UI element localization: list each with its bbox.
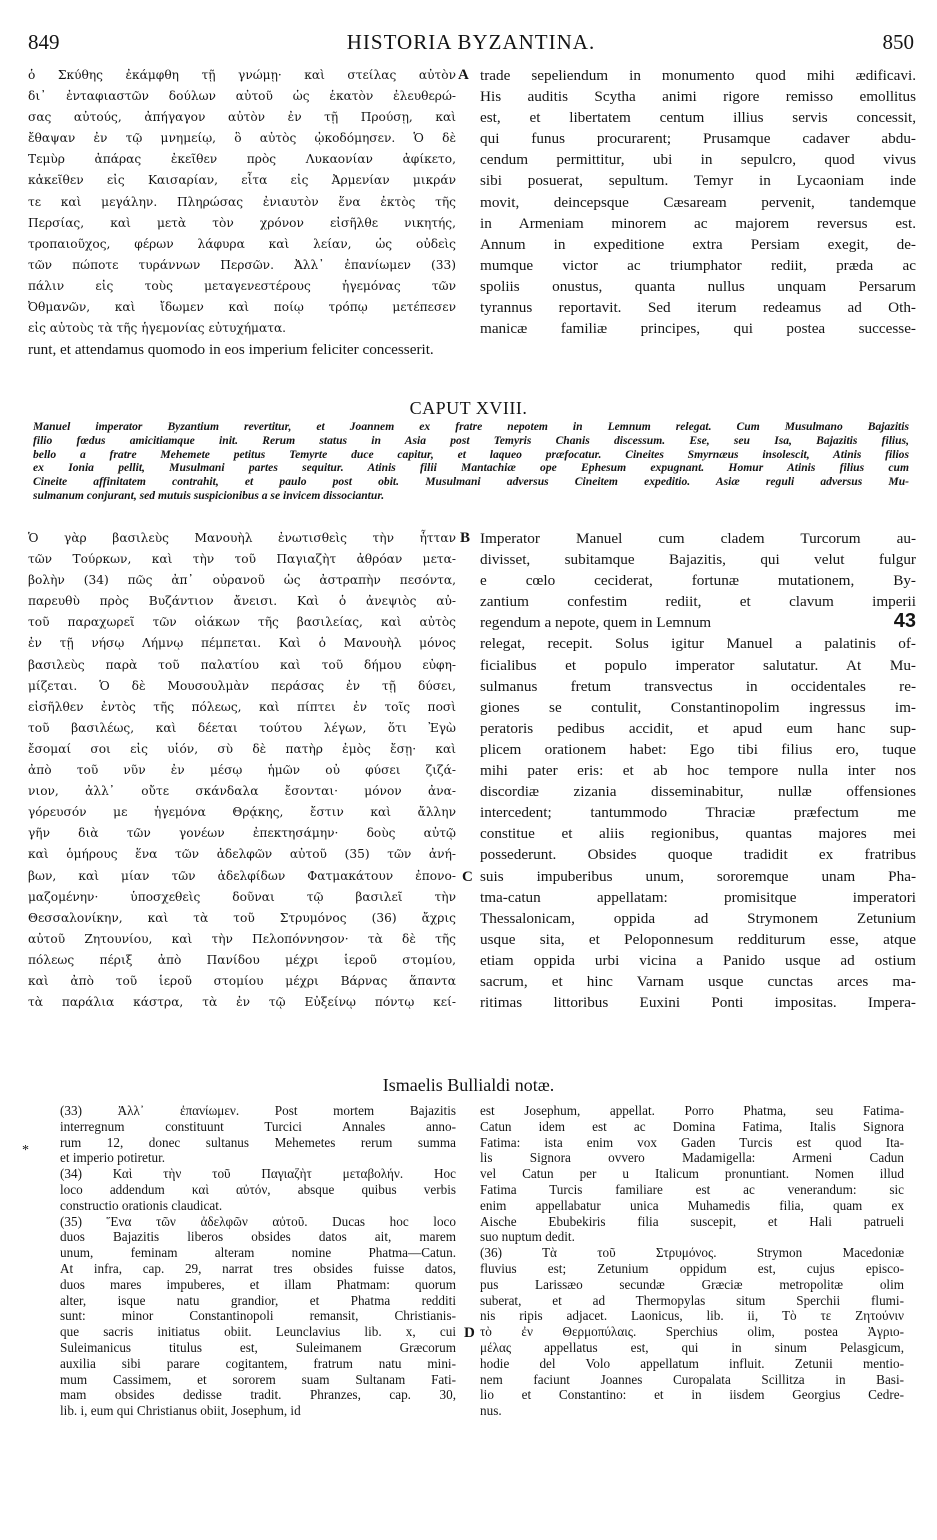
greek-text-line: πάλιν εἰς τοὺς μεταγενεστέρους ἡγεμόνας τῶν	[28, 278, 456, 293]
notes-right-column	[480, 1103, 904, 1419]
greek-text-line: τροπαιοῦχος, φέρων λάφυρα καὶ λείαν, ὡς οὐδεὶς	[28, 236, 456, 251]
latin-text-line: sacrum, et hinc Varnam usque cunctas arces ma-	[480, 972, 916, 990]
greek-text-line: καὶ ἀπὸ τοῦ ἱεροῦ στομίου μέχρι Βάρνας ἅπαντα	[28, 973, 456, 988]
latin-text-line: constitue et aliis regionibus, quantas majores mei	[480, 825, 916, 843]
greek-text-line: σας αὐτούς, ἀπήγαγον αὐτὸν ἐν τῇ Προύσῃ, καὶ	[28, 110, 456, 125]
latin-text-line: mihi pater eris: et ab hoc tempore nulla inter nos	[480, 762, 916, 780]
latin-text-line: e cœlo ceciderat, fortunæ mutationem, By-	[480, 572, 916, 590]
greek-text-line: Ὁ γὰρ βασιλεὺς Μανουὴλ ἐνωτισθεὶς τὴν ἧτταν	[28, 531, 456, 545]
latin-text-line: sibi posuerat, sepultum. Temyr in Lycaoniam inde	[480, 172, 916, 190]
latin-text-line: discordiæ zizania disseminabitur, nullæ offensiones	[480, 783, 916, 801]
greek-text-line: γόρευσόν με ἡγεμόνα Θρᾴκης, ἔστιν καὶ ἄλλην	[28, 805, 456, 820]
latin-text-line: usque sita, et Peloponnesum redditurum esse, atque	[480, 930, 916, 948]
greek-text-line: καὶ ὁμήρους ἕνα τῶν ἀδελφῶν αὐτοῦ (35) τῶν ἀνή-	[28, 847, 456, 862]
latin-text-line: cendum permittitur, ubi in sepulcro, quod vivus	[480, 151, 916, 169]
note-line: Catun idem est ac Domina Fatima, Italis Signora	[480, 1118, 904, 1134]
page-number-right: 850	[882, 30, 914, 54]
summary-line: bello a fratre Mehemete petitus Temyrte duce capitur, et laqueo præfocatur. Cineites Smyrnæus insolescit, Atinis filios	[33, 447, 909, 461]
greek-text-line: τοῦ παραχωρεῖ τῶν οἰάκων τῆς βασιλείας, καὶ αὐτὸς	[28, 615, 456, 630]
latin-text-line: qui funus procurarent; Prusamque cadaver abdu-	[480, 130, 916, 148]
note-line: et imperio potiretur.	[60, 1150, 166, 1166]
latin-text-line: Thessalonicam, oppida ad Strymonem Zetunium	[480, 909, 916, 927]
latin-text-line: tyrannus reportavit. Sed iterum redeamus ad Oth-	[480, 299, 916, 317]
note-line: Suleimanicus titulus est, Suleimanem Græcorum	[60, 1339, 456, 1355]
note-line: lio et Constantino: et in iisdem Georgius Cedre-	[480, 1387, 904, 1403]
notes-title: Ismaelis Bullialdi notæ.	[382, 1075, 555, 1095]
note-line: pus Larissæo secundæ Græciæ metropolitæ olim	[480, 1276, 904, 1292]
greek-text-line: νιον, ἀλλ᾽ οὔτε σκάνδαλα ἔσονται· μόνον ἀνα-	[28, 784, 456, 799]
greek-text-line: τοῦ βασιλέως, καὶ δέεται τούτου λέγων, ὅτι Ἐγὼ	[28, 720, 456, 735]
note-line: fluvius est; Zetunium oppidum est, cujus episco-	[480, 1260, 904, 1276]
latin-text-line: relegat, recepit. Solus igitur Manuel a palatinis of-	[480, 635, 916, 653]
top-latin-column	[480, 65, 916, 339]
greek-text-line: μίζεται. Ὁ δὲ Μουσουλμὰν περάσας ἐν τῇ δύσει,	[28, 678, 456, 693]
note-line: nis ripis adjacet. Laonicus, lib. ii, Τὸ τε Ζητούνιν	[480, 1308, 904, 1324]
note-line: lib. i, eum qui Christianus obiit, Josephum, id	[60, 1403, 301, 1419]
note-line: (33) Ἀλλ᾽ ἐπανίωμεν. Post mortem Bajazitis	[60, 1103, 456, 1118]
note-line: enim appellabatur unica Muhamedis filia, quam ex	[480, 1197, 904, 1213]
margin-marker-b: B	[460, 530, 471, 546]
note-line: alter, isque natu grandior, et Phatma redditi	[60, 1292, 456, 1308]
latin-text-line: suis impuberibus unum, sororemque unam Pha-	[480, 867, 916, 885]
greek-text-line: δι᾽ ἐνταφιαστῶν δούλων αὐτοῦ ὡς ἑκατὸν ἐλευθερώ-	[28, 89, 456, 104]
greek-text-line: βολὴν (34) πῶς ἀπ᾽ οὐρανοῦ ὡς ἀστραπὴν πεσόντα,	[28, 573, 456, 588]
greek-text-line: ἔθαψαν ἐν τῷ μνημείῳ, ὃ αὐτὸς ᾠκοδόμησεν. Ὁ δὲ	[28, 131, 456, 146]
greek-text-line: ἔσομαί σοι εἰς υἱόν, σὺ δὲ πατὴρ ἐμὸς ἔσῃ· καὶ	[28, 741, 456, 756]
greek-text-line: Ὀθμανῶν, καὶ ἴδωμεν καὶ ποίῳ τρόπῳ μετέπεσεν	[28, 300, 456, 315]
latin-text-line: est, et libertatem centum illius servis concessit,	[480, 109, 916, 127]
note-line: interregnum constituunt Turcici Annales anno-	[60, 1118, 456, 1134]
latin-text-line: tma-catun appellatam: promisitque imperatori	[480, 888, 916, 906]
note-line: τὸ ἐν Θερμοπύλαις. Sperchius olim, postea Ἀγριο-	[480, 1324, 904, 1340]
summary-line: Cineite affinitatem contrahit, et paulo post obit. Musulmani adversus Cineitem expeditio. Asiæ reguli adversus Mu-	[33, 475, 909, 489]
note-line: duos Bajazitis liberos obsides datos ait, marem	[60, 1229, 456, 1245]
note-line: nus.	[480, 1403, 502, 1419]
note-line: loco addendum καὶ αὐτόν, absque quibus verbis	[60, 1181, 456, 1197]
greek-text-line: βων, καὶ μίαν τῶν ἀδελφίδων Φατμακάτουν ἐπονο-	[28, 868, 456, 883]
summary-line: Manuel imperator Byzantium revertitur, et Joannem ex fratre nepotem in Lemnum relegat. Cum Musulmano Bajazitis	[33, 420, 909, 433]
greek-text-line: μαζομένην· ὑποσχεθεὶς δοῦναι τῷ βασιλεῖ τὴν	[28, 889, 456, 904]
margin-number: 43	[893, 612, 916, 633]
margin-marker-a: A	[458, 67, 469, 83]
greek-text-line: βασιλεὺς παρὰ τοῦ παλατίου καὶ τοῦ δήμου εὐφη-	[28, 657, 456, 672]
note-line: hodie del Volo appellatum influit. Zetunii mentio-	[480, 1355, 904, 1371]
middle-latin-column	[480, 528, 916, 1013]
note-line: nem faciunt Joannes Curopalata Scillitza in Basi-	[480, 1371, 904, 1387]
note-line: lis Signora ovvero Madamigella: Armeni Cadun	[480, 1150, 904, 1166]
latin-text-line: manicæ familiæ principes, qui postea successe-	[480, 320, 916, 338]
latin-text-line: ficialibus et populo imperator salutatur. At Mu-	[480, 656, 916, 674]
note-line: Fatima Turcis familiare est ac venerandum: sic	[480, 1181, 904, 1197]
note-line: duos mares impuberes, et illam Phatmam: quorum	[60, 1276, 456, 1292]
greek-text-line: παρευθὺ πρὸς Βυζάντιον ἄνεισι. Καὶ ὁ ἀνεψιὸς αὐ-	[28, 594, 456, 609]
latin-text-fragment: regendum a nepote, quem in Lemnum	[480, 614, 712, 632]
latin-text-line: divisset, subitamque Bajazitis, qui velut fulgur	[480, 551, 916, 569]
greek-text-line: τῶν πώποτε τυράννων Περσῶν. Ἀλλ᾽ ἐπανίωμεν (33)	[28, 257, 456, 272]
margin-marker-d: D	[464, 1325, 475, 1341]
greek-text-line: κἀκεῖθεν εἰς Καισαρίαν, εἶτα εἰς Ἀρμενίαν μικράν	[28, 173, 456, 188]
note-line: (35) Ἕνα τῶν ἀδελφῶν αὐτοῦ. Ducas hoc loco	[60, 1213, 456, 1229]
note-line: suberat, et ad Thermopylas situm Sperchii flumi-	[480, 1292, 904, 1308]
greek-text-line: ἐν τῇ νήσῳ Λήμνῳ πέμπεται. Καὶ ὁ Μανουὴλ μόνος	[28, 636, 456, 651]
latin-text-line: movit, deincepsque Cæsaream pervenit, tandemque	[480, 193, 916, 211]
latin-text-line: plicem orationem habet: Ego tibi filius ero, tuque	[480, 740, 916, 758]
greek-text-line: αὐτοῦ Ζητουνίου, καὶ τὴν Πελοπόννησον· τὰ δὲ τῆς	[28, 931, 456, 946]
chapter-summary	[33, 420, 909, 503]
note-line: (34) Καὶ τὴν τοῦ Παγιαζὴτ μεταβολήν. Hoc	[60, 1166, 456, 1182]
latin-text-line: peratoris pedibus accidit, et apud eum hanc sup-	[480, 719, 916, 737]
summary-line: filio fœdus amicitiamque init. Rerum status in Asia post Temyris Chanis discessum. Ese, seu Isa, Bajazitis filius,	[33, 433, 909, 447]
note-line: sunt: minor Constantinopoli remansit, Christianis-	[60, 1308, 456, 1324]
latin-text-line: trade sepeliendum in monumento quod mihi ædificavi.	[480, 67, 916, 84]
top-latin-full-line: runt, et attendamus quomodo in eos imperium feliciter concesserit.	[28, 341, 434, 358]
running-head	[28, 30, 914, 60]
margin-marker-c: C	[462, 869, 473, 885]
latin-text-line: in Armeniam minorem ac majorem reversus est.	[480, 214, 916, 232]
note-line: Fatima: ista enim vox Gaden Turcis est quod Ita-	[480, 1134, 904, 1150]
greek-text-line: πόλεως πέριξ ἀπὸ Πανίδου μέχρι ἱεροῦ στομίου,	[28, 952, 456, 967]
greek-text-line: γῆν διὰ τῶν γονέων ἐπεκτησάμην· δοὺς αὐτῷ	[28, 826, 456, 841]
summary-line: sulmanum conjurant, sed mutuis suspicionibus a se invicem dissociantur.	[33, 488, 385, 502]
latin-text-line: giones se contulit, Constantinopolim ingressus im-	[480, 698, 916, 716]
note-line: μέλας appellatus est, qui in sinum Pelasgicum,	[480, 1339, 904, 1355]
note-line: constructio orationis claudicat.	[60, 1197, 223, 1213]
latin-text-line: Annum in expeditione extra Persiam exegit, de-	[480, 235, 916, 253]
note-line: unum, feminam alteram nomine Phatma—Catun.	[60, 1245, 456, 1261]
running-title: HISTORIA BYZANTINA.	[346, 30, 596, 54]
note-line: que sacris initiatus obiit. Leunclavius lib. x, cui	[60, 1324, 456, 1340]
asterisk-mark: *	[22, 1143, 29, 1158]
note-line: vel Catun per u Italicum pronuntiant. Nomen illud	[480, 1166, 904, 1182]
note-line: (36) Τὰ τοῦ Στρυμόνος. Strymon Macedoniæ	[480, 1245, 904, 1261]
greek-text-line: Περσίας, καὶ μετὰ τὸν χρόνον εἰσῆλθε νικητής,	[28, 215, 456, 230]
latin-text-line: intercedent; tantummodo Thraciæ præfectum me	[480, 804, 916, 822]
greek-text-line: ὁ Σκύθης ἐκάμφθη τῇ γνώμῃ· καὶ στείλας αὐτὸν	[28, 68, 456, 82]
note-line: At infra, cap. 29, narrat tres obsides fuisse datos,	[60, 1260, 456, 1276]
note-line: Aische Ebubekiris filia suscepit, et Hali patrueli	[480, 1213, 904, 1229]
middle-greek-column	[28, 528, 456, 1013]
notes-left-column	[60, 1103, 456, 1419]
greek-text-line: τε καὶ μεγάλην. Πληρώσας ἐνιαυτὸν ἕνα ἐκτὸς τῆς	[28, 194, 456, 209]
greek-text-line: Θεσσαλονίκην, καὶ τὰ τοῦ Στρυμόνος (36) ἄχρις	[28, 910, 456, 925]
latin-text-line: etiam oppida urbi vicina a Panido usque ad ostium	[480, 951, 916, 969]
note-line: est Josephum, appellat. Porro Phatma, seu Fatima-	[480, 1103, 904, 1118]
greek-text-line: εἰς αὐτοὺς τὰ τῆς ἡγεμονίας εὐτυχήματα.	[28, 321, 287, 336]
latin-text-line: zantium confestim rediit, et clavum imperii	[480, 593, 916, 611]
latin-text-line: possederunt. Obsides quoque tradidit ex fratribus	[480, 846, 916, 864]
top-greek-column	[28, 65, 456, 339]
greek-text-line: τὰ παράλια κάστρα, τὰ ἐν τῷ Εὐξείνῳ πόντῳ κεί-	[28, 995, 456, 1010]
note-line: rum 12, donec sultanus Mehemetes rerum summa	[60, 1134, 456, 1150]
note-line: auxilia sibi parare cogitantem, fratrum natu mini-	[60, 1355, 456, 1371]
note-line: mum Cassimem, et sororem suam Sultanam Fati-	[60, 1371, 456, 1387]
latin-text-line: sulmanus fretum transvectus in occidentales re-	[480, 677, 916, 695]
latin-text-line	[480, 612, 916, 633]
latin-text-line: Imperator Manuel cum cladem Turcorum au-	[480, 530, 916, 547]
note-line: suo nuptum dedit.	[480, 1229, 575, 1245]
note-line: mam obsides dedisse tradit. Phranzes, cap. 30,	[60, 1387, 456, 1403]
latin-text-line: His auditis Scytha animi rigore remisso emollitus	[480, 88, 916, 106]
page-number-left: 849	[28, 30, 60, 54]
greek-text-line: εἰσῆλθεν ἐντὸς τῆς πόλεως, καὶ πίπτει ἐν τοῖς ποσὶ	[28, 699, 456, 714]
latin-text-line: mumque victor ac triumphator rediit, præda ac	[480, 256, 916, 274]
greek-text-line: Τεμὺρ ἀπάρας ἐκεῖθεν πρὸς Λυκαονίαν ἀφίκετο,	[28, 152, 456, 167]
chapter-title: CAPUT XVIII.	[409, 398, 528, 418]
greek-text-line: τῶν Τούρκων, καὶ τὴν τοῦ Παγιαζὴτ ἀθρόαν μετα-	[28, 552, 456, 567]
greek-text-line: ἀπὸ τοῦ νῦν ἐν μέσῳ ἡμῶν οὐ φύσει ζιζά-	[28, 763, 456, 778]
latin-text-line: ritimas littoribus Euxini Ponti impositas. Impera-	[480, 994, 916, 1012]
summary-line: ex Ionia pellit, Musulmani partes sequitur. Atinis filii Mantachiæ ope Ephesum expugnant. Homur Atinis filius cum	[33, 461, 909, 475]
latin-text-line: spoliis onustus, quanta nullus unquam Persarum	[480, 277, 916, 295]
